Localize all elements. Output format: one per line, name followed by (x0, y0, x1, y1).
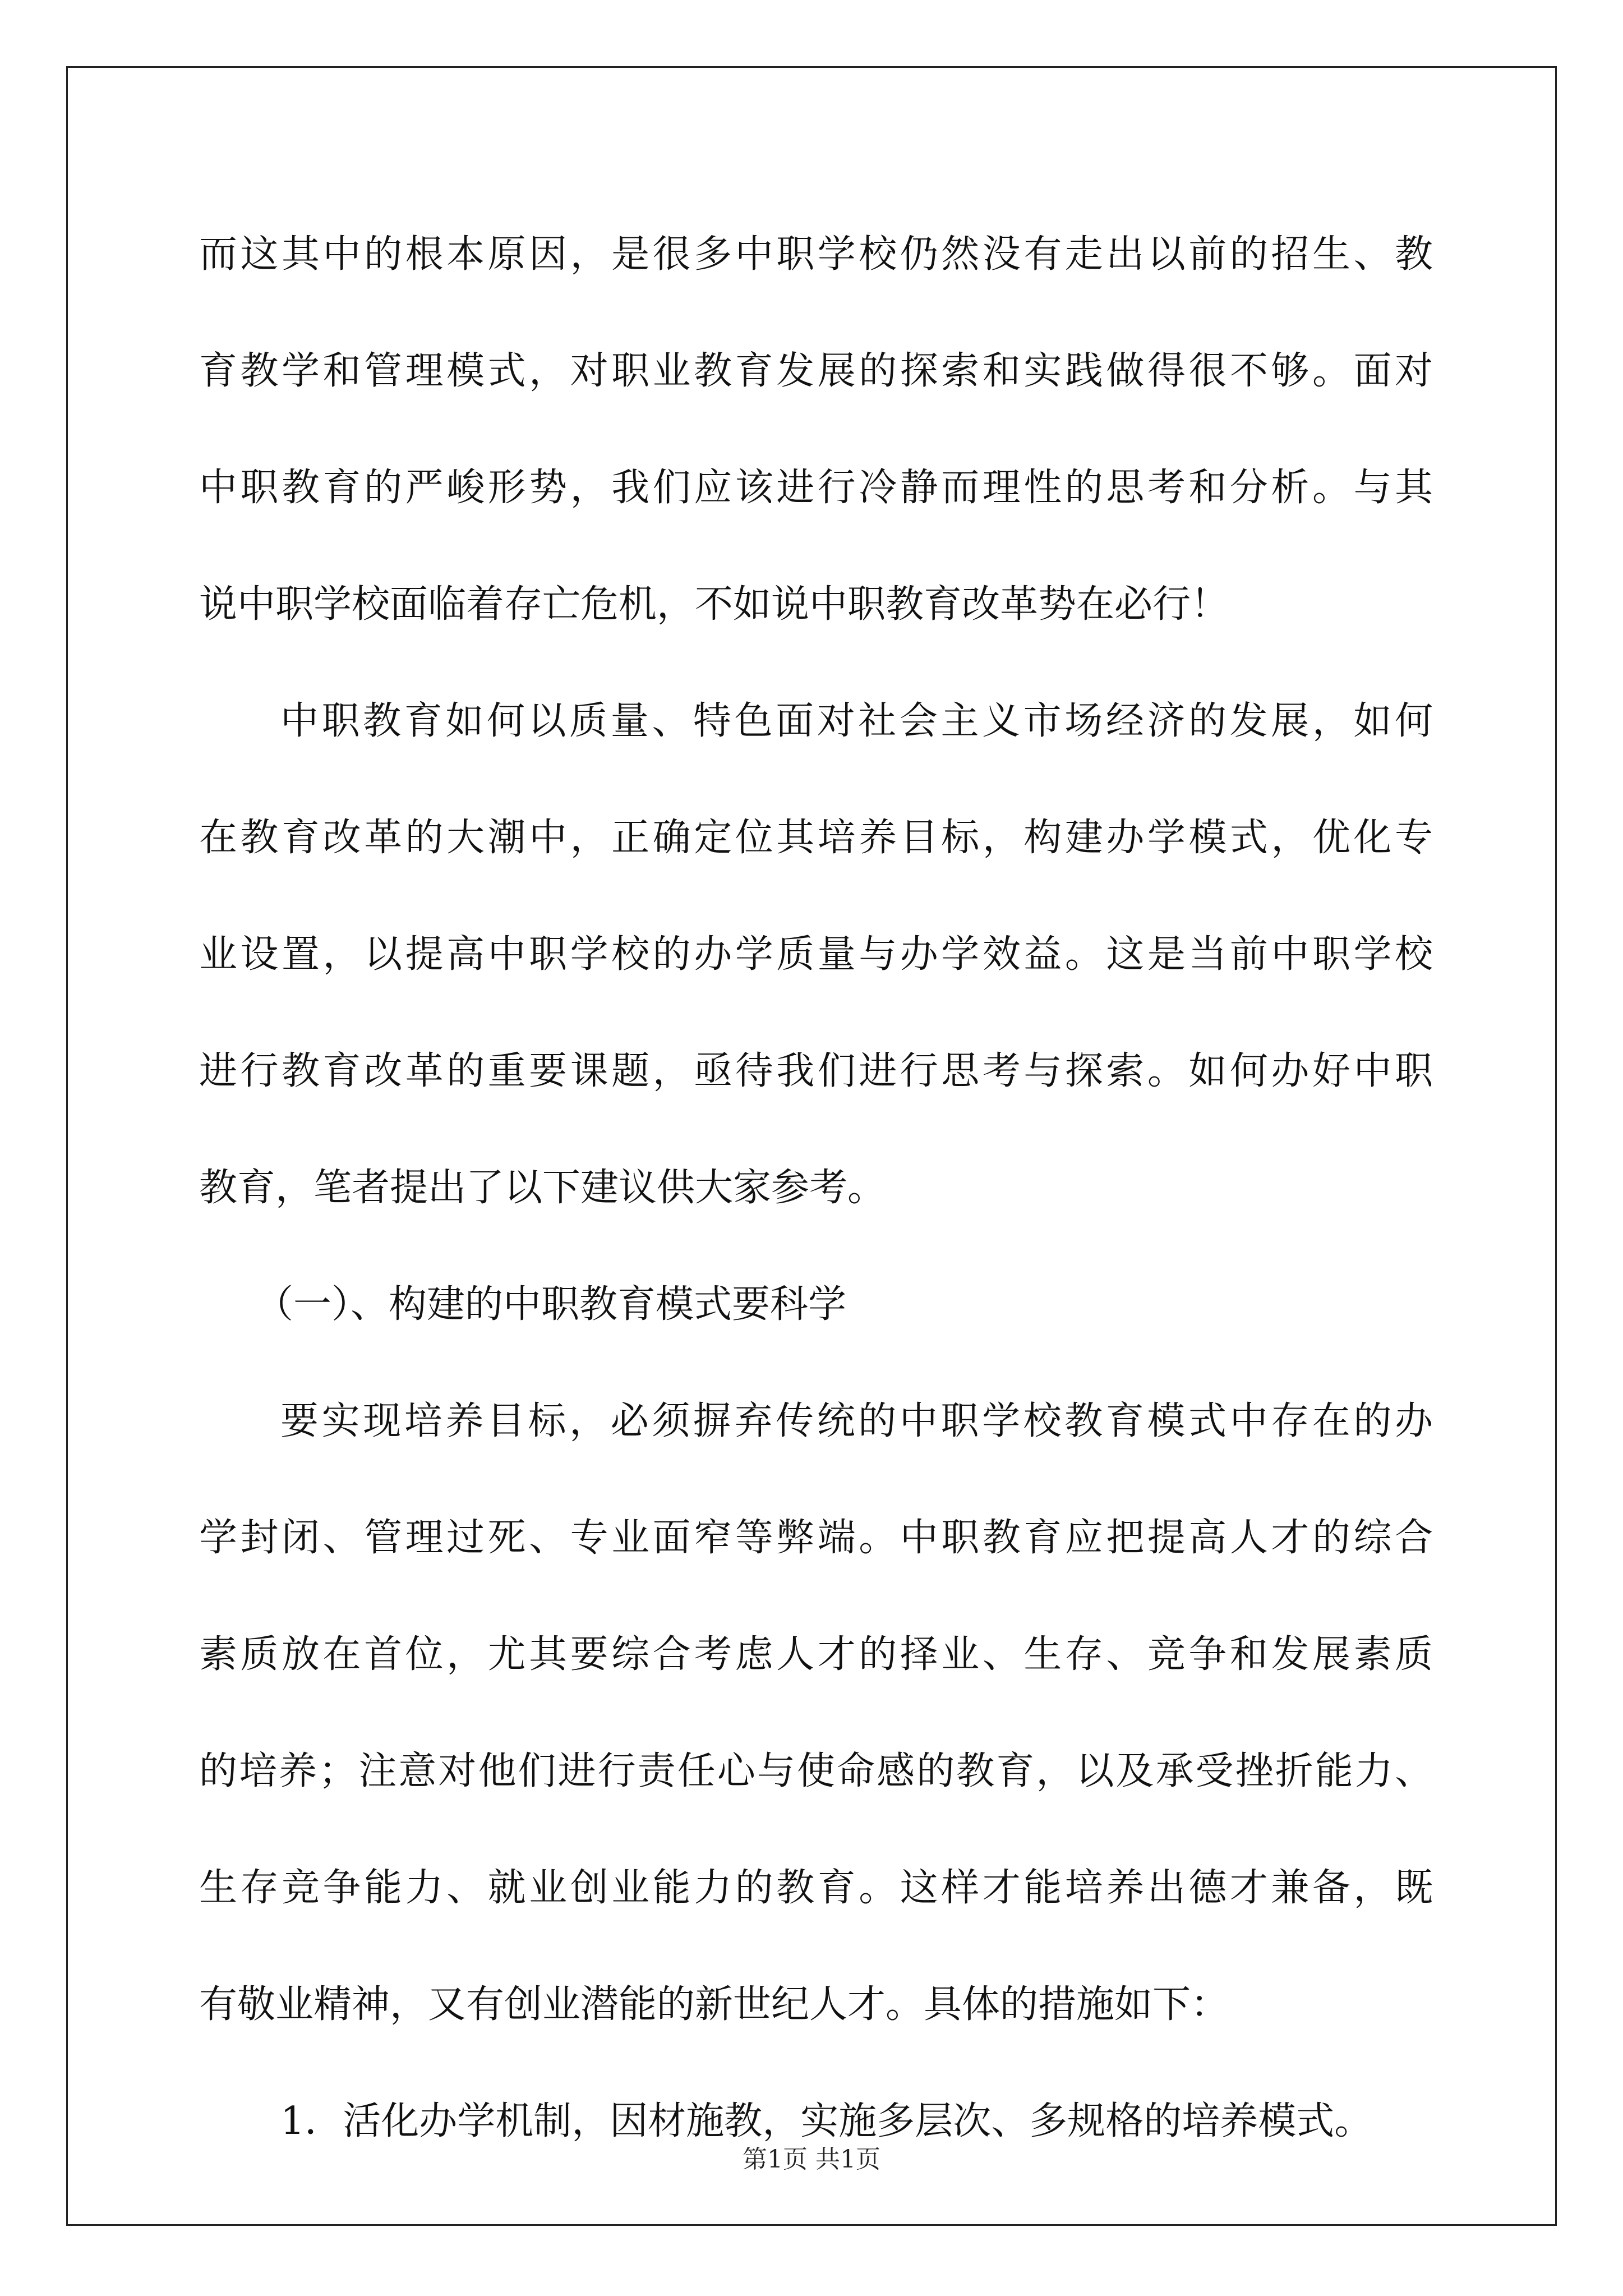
paragraph-line: 说中职学校面临着存亡危机，不如说中职教育改革势在必行！ (199, 582, 1229, 627)
paragraph-line: 学封闭、管理过死、专业面窄等弊端。中职教育应把提高人才的综合 (199, 1516, 1433, 1560)
list-item: 1．活化办学机制，因材施教，实施多层次、多规格的培养模式。 (280, 2099, 1373, 2143)
paragraph-line: 进行教育改革的重要课题，亟待我们进行思考与探索。如何办好中职 (199, 1049, 1433, 1093)
paragraph-line: 中职教育的严峻形势，我们应该进行冷静而理性的思考和分析。与其 (199, 466, 1433, 510)
paragraph-line: 要实现培养目标，必须摒弃传统的中职学校教育模式中存在的办 (280, 1399, 1433, 1443)
paragraph-line: 生存竞争能力、就业创业能力的教育。这样才能培养出德才兼备，既 (199, 1866, 1433, 1910)
paragraph-line: 业设置，以提高中职学校的办学质量与办学效益。这是当前中职学校 (199, 932, 1433, 977)
paragraph-line: 有敬业精神，又有创业潜能的新世纪人才。具体的措施如下： (199, 1982, 1229, 2027)
paragraph-line: 而这其中的根本原因，是很多中职学校仍然没有走出以前的招生、教 (199, 232, 1433, 277)
paragraph-line: 素质放在首位，尤其要综合考虑人才的择业、生存、竞争和发展素质 (199, 1632, 1433, 1677)
page-footer: 第1页 共1页 (743, 2145, 880, 2174)
paragraph-line: 育教学和管理模式，对职业教育发展的探索和实践做得很不够。面对 (199, 349, 1433, 393)
section-heading: （一）、构建的中职教育模式要科学 (255, 1282, 847, 1327)
paragraph-line: 教育，笔者提出了以下建议供大家参考。 (199, 1166, 886, 1210)
paragraph-line: 的培养；注意对他们进行责任心与使命感的教育，以及承受挫折能力、 (199, 1749, 1433, 1793)
paragraph-line: 中职教育如何以质量、特色面对社会主义市场经济的发展，如何 (280, 699, 1433, 743)
document-body (199, 196, 1433, 2180)
paragraph-line: 在教育改革的大潮中，正确定位其培养目标，构建办学模式，优化专 (199, 816, 1433, 860)
